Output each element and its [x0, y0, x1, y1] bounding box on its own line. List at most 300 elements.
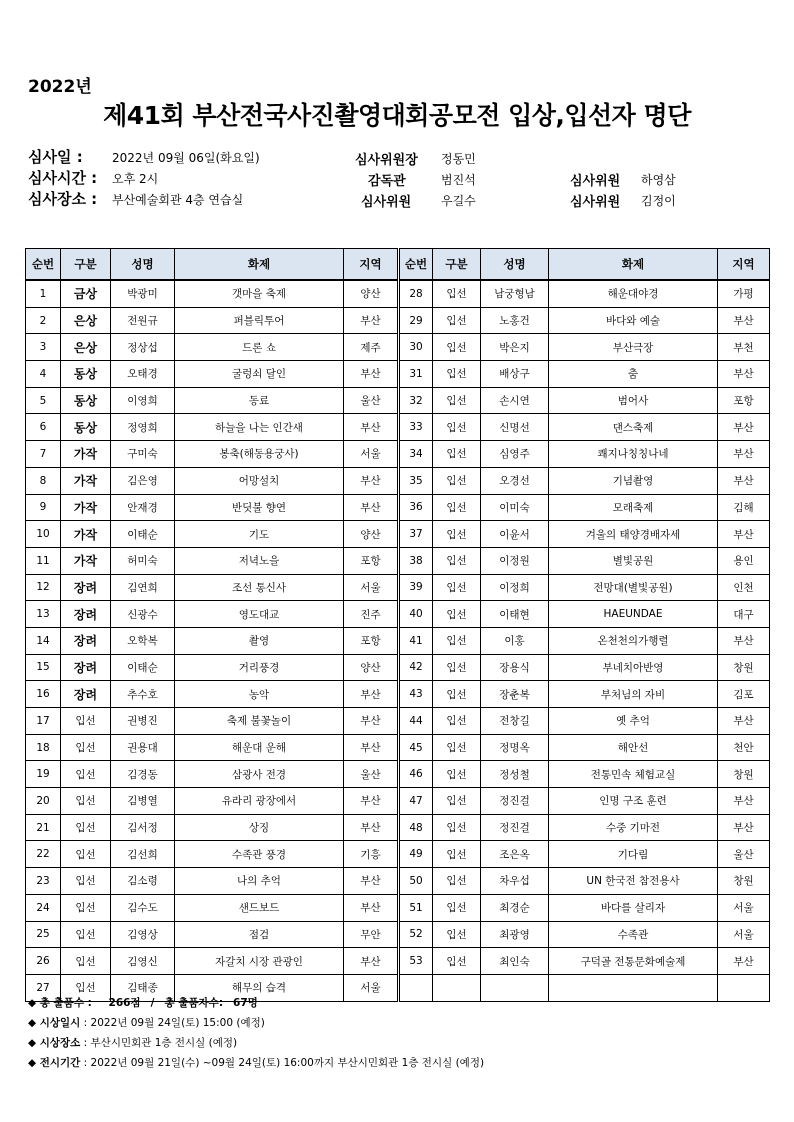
cell-no: 30: [400, 334, 433, 361]
table-row: [26, 894, 770, 921]
cell-region: 부산: [718, 361, 770, 388]
cell-region: 부산: [344, 894, 398, 921]
cell-title: 조선 통신사: [175, 574, 344, 601]
cell-name: 김영상: [111, 921, 175, 948]
cell-no: 41: [400, 627, 433, 654]
cell-region: 부산: [718, 708, 770, 735]
cell-region: 부산: [718, 521, 770, 548]
cell-category: 입선: [433, 441, 481, 468]
cell-no: 29: [400, 307, 433, 334]
table-row: [26, 814, 770, 841]
table-header-row: [26, 249, 770, 281]
cell-category: 동상: [61, 414, 111, 441]
notes-section: [28, 993, 484, 1073]
cell-region: 부산: [718, 627, 770, 654]
cell-name: 전원규: [111, 307, 175, 334]
cell-name: 정진걸: [481, 814, 549, 841]
cell-category: 입선: [61, 841, 111, 868]
cell-title: HAEUNDAE: [549, 601, 718, 628]
cell-category: 입선: [61, 761, 111, 788]
cell-no: 36: [400, 494, 433, 521]
cell-region: 용인: [718, 547, 770, 574]
cell-title: 하늘을 나는 인간새: [175, 414, 344, 441]
cell-name: 김연희: [111, 574, 175, 601]
table-row: [26, 948, 770, 975]
cell-region: 창원: [718, 654, 770, 681]
ceremony-info: [28, 1013, 484, 1033]
cell-region: 부산: [718, 414, 770, 441]
col-header-region: 지역: [344, 249, 398, 281]
cell-no: 46: [400, 761, 433, 788]
cell-region: 부산: [718, 788, 770, 815]
exhibit-label: ◆ 전시기간: [28, 1057, 81, 1069]
cell-title: 갯마을 축제: [175, 280, 344, 307]
cell-no: 8: [26, 467, 61, 494]
cell-region: 울산: [718, 841, 770, 868]
results-table: [25, 248, 770, 1002]
cell-category: 입선: [61, 734, 111, 761]
cell-no: 49: [400, 841, 433, 868]
cell-region: 부산: [344, 708, 398, 735]
cell-name: 이정희: [481, 574, 549, 601]
cell-title: 나의 추억: [175, 868, 344, 895]
place-value: 부산예술회관 4층 연습실: [112, 193, 244, 207]
cell-name: 허미숙: [111, 547, 175, 574]
cell-region: 부산: [344, 948, 398, 975]
cell-title: 기도: [175, 521, 344, 548]
table-row: [26, 414, 770, 441]
cell-no: 50: [400, 868, 433, 895]
people-label: 총 출품자수:: [164, 997, 224, 1009]
cell-name: 조은옥: [481, 841, 549, 868]
cell-category: 입선: [433, 788, 481, 815]
cell-name: 추수호: [111, 681, 175, 708]
cell-no: 17: [26, 708, 61, 735]
cell-region: 제주: [344, 334, 398, 361]
table-row: [26, 467, 770, 494]
table-row: [26, 868, 770, 895]
cell-region: 울산: [344, 387, 398, 414]
cell-no: 18: [26, 734, 61, 761]
cell-region: 서울: [344, 441, 398, 468]
cell-no: 31: [400, 361, 433, 388]
cell-region: 포항: [344, 627, 398, 654]
cell-title: 별빛공원: [549, 547, 718, 574]
cell-no: 51: [400, 894, 433, 921]
cell-category: 가작: [61, 494, 111, 521]
cell-title: 동료: [175, 387, 344, 414]
cell-region: 서울: [718, 894, 770, 921]
cell-category: 입선: [433, 574, 481, 601]
cell-title: 수족관 풍경: [175, 841, 344, 868]
cell-name: 김병열: [111, 788, 175, 815]
cell-name: 김은영: [111, 467, 175, 494]
cell-title: 댄스축제: [549, 414, 718, 441]
cell-title: 저녁노을: [175, 547, 344, 574]
table-row: [26, 627, 770, 654]
cell-title: 해운대 운해: [175, 734, 344, 761]
cell-no: 4: [26, 361, 61, 388]
cell-no: 20: [26, 788, 61, 815]
cell-title: 부처님의 자비: [549, 681, 718, 708]
cell-no: 2: [26, 307, 61, 334]
cell-category: 입선: [433, 894, 481, 921]
cell-no: 5: [26, 387, 61, 414]
cell-category: 입선: [433, 467, 481, 494]
table-row: [26, 574, 770, 601]
cell-region: 서울: [718, 921, 770, 948]
cell-category: 입선: [433, 734, 481, 761]
cell-category: 입선: [61, 814, 111, 841]
cell-no: 33: [400, 414, 433, 441]
cell-category: 입선: [433, 681, 481, 708]
cell-name: 장용식: [481, 654, 549, 681]
cell-title: 영도대교: [175, 601, 344, 628]
cell-category: 장려: [61, 627, 111, 654]
total-value: 266점: [108, 997, 141, 1009]
cell-region: 양산: [344, 280, 398, 307]
table-row: [26, 788, 770, 815]
cell-region: 부산: [344, 788, 398, 815]
table-row: [26, 334, 770, 361]
cell-title: 축제 불꽃놀이: [175, 708, 344, 735]
cell-name: 김경동: [111, 761, 175, 788]
exhibit-info: [28, 1053, 484, 1073]
cell-name: 심영주: [481, 441, 549, 468]
cell-category: 가작: [61, 547, 111, 574]
cell-title: UN 한국전 참전용사: [549, 868, 718, 895]
cell-title: 유라리 광장에서: [175, 788, 344, 815]
cell-title: 옛 추억: [549, 708, 718, 735]
table-row: [26, 654, 770, 681]
cell-region: 부산: [344, 681, 398, 708]
cell-region: 김포: [718, 681, 770, 708]
cell-title: 바다와 예술: [549, 307, 718, 334]
date-value: 2022년 09월 06일(화요일): [112, 151, 260, 165]
info-date: [28, 146, 83, 167]
cell-category: 가작: [61, 441, 111, 468]
table-row: [26, 734, 770, 761]
cell-region: 부산: [344, 307, 398, 334]
cell-title: 드론 쇼: [175, 334, 344, 361]
cell-no: 14: [26, 627, 61, 654]
col-header-category: 구분: [61, 249, 111, 281]
cell-no: 11: [26, 547, 61, 574]
venue-label: ◆ 시상장소: [28, 1037, 81, 1049]
cell-name: 정영희: [111, 414, 175, 441]
cell-title: 범어사: [549, 387, 718, 414]
cell-name: 이태순: [111, 521, 175, 548]
cell-name: 정진걸: [481, 788, 549, 815]
cell-name: 이홍: [481, 627, 549, 654]
table-row: [26, 361, 770, 388]
cell-title: 수중 기마전: [549, 814, 718, 841]
cell-no: 9: [26, 494, 61, 521]
cell-region: 포항: [718, 387, 770, 414]
cell-category: 입선: [433, 521, 481, 548]
col-header-no: 순번: [400, 249, 433, 281]
cell-name: 오경선: [481, 467, 549, 494]
supervisor-label: 감독관: [368, 174, 406, 189]
cell-category: 입선: [433, 814, 481, 841]
info-judge3: [570, 191, 620, 210]
cell-region: 김해: [718, 494, 770, 521]
cell-title: 쾌지나칭칭나네: [549, 441, 718, 468]
cell-category: 입선: [433, 361, 481, 388]
table-row: [26, 681, 770, 708]
time-label: 심사시간 :: [28, 169, 98, 187]
cell-no: 21: [26, 814, 61, 841]
cell-no: 35: [400, 467, 433, 494]
table-row: [26, 387, 770, 414]
cell-title: 전통민속 체험교실: [549, 761, 718, 788]
cell-name: 이윤서: [481, 521, 549, 548]
chair-label: 심사위원장: [355, 153, 418, 168]
judge2-label: 심사위원: [570, 174, 621, 189]
cell-region: 부산: [718, 467, 770, 494]
cell-name: 박광미: [111, 280, 175, 307]
judge3-value: 김정이: [641, 194, 676, 208]
cell-category: 입선: [61, 788, 111, 815]
cell-no: 38: [400, 547, 433, 574]
cell-no: 43: [400, 681, 433, 708]
cell-category: 동상: [61, 361, 111, 388]
cell-title: 자갈치 시장 관광인: [175, 948, 344, 975]
cell-category: 입선: [433, 387, 481, 414]
col-header-name: 성명: [481, 249, 549, 281]
cell-name: 김수도: [111, 894, 175, 921]
cell-region: 가평: [718, 280, 770, 307]
cell-region: 부산: [718, 441, 770, 468]
cell-no: 28: [400, 280, 433, 307]
cell-no: 6: [26, 414, 61, 441]
table-row: [26, 280, 770, 307]
cell-title: 점검: [175, 921, 344, 948]
cell-title: 겨울의 태양경배자세: [549, 521, 718, 548]
cell-region: 무안: [344, 921, 398, 948]
cell-region: 인천: [718, 574, 770, 601]
cell-name: 김소령: [111, 868, 175, 895]
cell-category: 입선: [433, 280, 481, 307]
cell-name: 신명선: [481, 414, 549, 441]
cell-no: 19: [26, 761, 61, 788]
cell-name: 김태종: [111, 974, 175, 1001]
cell-category: 가작: [61, 521, 111, 548]
cell-category: 입선: [433, 307, 481, 334]
cell-name: 오학복: [111, 627, 175, 654]
cell-category: 입선: [433, 708, 481, 735]
exhibit-value: : 2022년 09월 21일(수) ~09월 24일(토) 16:00까지 부산시민회관 1층 전시실 (예정): [83, 1057, 485, 1069]
cell-title: 해운대야경: [549, 280, 718, 307]
cell-name: 전창길: [481, 708, 549, 735]
info-time: [28, 167, 97, 188]
cell-title: 해안선: [549, 734, 718, 761]
cell-name: 안재경: [111, 494, 175, 521]
cell-no: 7: [26, 441, 61, 468]
cell-no: 39: [400, 574, 433, 601]
cell-no: 22: [26, 841, 61, 868]
venue-info: [28, 1033, 484, 1053]
cell-category: 입선: [61, 894, 111, 921]
col-header-title: 화제: [175, 249, 344, 281]
cell-title: 모래축제: [549, 494, 718, 521]
table-row: [26, 521, 770, 548]
table-row: [26, 307, 770, 334]
cell-category: 입선: [61, 921, 111, 948]
year-heading: 2022년: [28, 77, 92, 97]
cell-no: 26: [26, 948, 61, 975]
cell-title: 봉축(해동용궁사): [175, 441, 344, 468]
cell-name: 이태현: [481, 601, 549, 628]
cell-title: 바다를 살리자: [549, 894, 718, 921]
cell-no: 25: [26, 921, 61, 948]
cell-region: 천안: [718, 734, 770, 761]
info-supervisor: [368, 170, 406, 189]
cell-name: 권병진: [111, 708, 175, 735]
col-header-region: 지역: [718, 249, 770, 281]
cell-name: 배상구: [481, 361, 549, 388]
cell-name: 정명옥: [481, 734, 549, 761]
cell-no: 40: [400, 601, 433, 628]
cell-category: 입선: [433, 334, 481, 361]
cell-category: 동상: [61, 387, 111, 414]
cell-no: 47: [400, 788, 433, 815]
cell-title: 구덕골 전통문화예술제: [549, 948, 718, 975]
cell-title: 부네치아반영: [549, 654, 718, 681]
info-place: [28, 188, 97, 209]
cell-title: 굴렁쇠 달인: [175, 361, 344, 388]
cell-title: 반딧불 향연: [175, 494, 344, 521]
total-summary: [28, 993, 484, 1013]
cell-category: 입선: [433, 761, 481, 788]
judge1-value: 우길수: [441, 194, 476, 208]
cell-region: 부천: [718, 334, 770, 361]
col-header-name: 성명: [111, 249, 175, 281]
cell-category: 입선: [433, 868, 481, 895]
cell-title: 기다림: [549, 841, 718, 868]
cell-name: 이정원: [481, 547, 549, 574]
cell-no: 3: [26, 334, 61, 361]
cell-no: 44: [400, 708, 433, 735]
cell-name: 최인숙: [481, 948, 549, 975]
cell-region: 부산: [344, 868, 398, 895]
cell-category: 장려: [61, 654, 111, 681]
cell-category: 입선: [433, 627, 481, 654]
cell-name: 김선희: [111, 841, 175, 868]
cell-region: 부산: [718, 814, 770, 841]
cell-no: 16: [26, 681, 61, 708]
time-value: 오후 2시: [112, 172, 159, 186]
cell-title: 삼광사 전경: [175, 761, 344, 788]
cell-no: 42: [400, 654, 433, 681]
cell-region: 진주: [344, 601, 398, 628]
cell-region: 부산: [344, 361, 398, 388]
cell-region: 부산: [344, 814, 398, 841]
cell-name: 남궁형남: [481, 280, 549, 307]
cell-name: 권용대: [111, 734, 175, 761]
cell-region: 부산: [344, 494, 398, 521]
people-value: 67명: [233, 997, 258, 1009]
cell-category: 입선: [433, 948, 481, 975]
cell-name: 신광수: [111, 601, 175, 628]
cell-name: 최경순: [481, 894, 549, 921]
cell-category: 입선: [61, 708, 111, 735]
place-label: 심사장소 :: [28, 190, 98, 208]
cell-category: 입선: [433, 494, 481, 521]
cell-region: 부산: [718, 948, 770, 975]
table-row: [26, 601, 770, 628]
cell-region: 창원: [718, 868, 770, 895]
cell-no: 23: [26, 868, 61, 895]
page-title: 제41회 부산전국사진촬영대회공모전 입상,입선자 명단: [103, 101, 691, 130]
judge2-value: 하영삼: [641, 173, 676, 187]
table-row: [26, 921, 770, 948]
cell-name: 이영희: [111, 387, 175, 414]
cell-no: 34: [400, 441, 433, 468]
cell-category: 입선: [433, 414, 481, 441]
cell-no: 52: [400, 921, 433, 948]
table-row: [26, 841, 770, 868]
cell-title: 인명 구조 훈련: [549, 788, 718, 815]
cell-title: 부산극장: [549, 334, 718, 361]
cell-region: 대구: [718, 601, 770, 628]
summary-slash: /: [150, 997, 155, 1009]
cell-title: 샌드보드: [175, 894, 344, 921]
cell-title: 온천천의가행렬: [549, 627, 718, 654]
cell-title: [549, 974, 718, 1001]
cell-no: 53: [400, 948, 433, 975]
cell-category: 장려: [61, 574, 111, 601]
cell-region: 서울: [344, 574, 398, 601]
chair-value: 정동민: [441, 152, 476, 166]
cell-title: 촬영: [175, 627, 344, 654]
cell-category: 입선: [433, 841, 481, 868]
table-row: [26, 494, 770, 521]
cell-name: 장춘복: [481, 681, 549, 708]
supervisor-value: 범진석: [441, 173, 476, 187]
cell-category: 입선: [433, 654, 481, 681]
cell-region: 기흥: [344, 841, 398, 868]
ceremony-label: ◆ 시상일시: [28, 1017, 81, 1029]
cell-region: 부산: [344, 467, 398, 494]
cell-no: 13: [26, 601, 61, 628]
cell-no: 12: [26, 574, 61, 601]
cell-category: 입선: [61, 868, 111, 895]
info-judge2: [570, 170, 620, 189]
cell-region: 서울: [344, 974, 398, 1001]
cell-region: 부산: [718, 307, 770, 334]
cell-title: 거리풍경: [175, 654, 344, 681]
cell-no: 32: [400, 387, 433, 414]
info-chair: [355, 149, 418, 168]
cell-title: 해무의 습격: [175, 974, 344, 1001]
cell-name: 이미숙: [481, 494, 549, 521]
cell-region: 포항: [344, 547, 398, 574]
cell-name: 오태경: [111, 361, 175, 388]
cell-title: 어망설치: [175, 467, 344, 494]
cell-name: 최광영: [481, 921, 549, 948]
cell-region: 창원: [718, 761, 770, 788]
cell-name: 구미숙: [111, 441, 175, 468]
cell-region: 양산: [344, 521, 398, 548]
cell-no: 24: [26, 894, 61, 921]
table-row: [26, 547, 770, 574]
cell-no: 10: [26, 521, 61, 548]
cell-name: [481, 974, 549, 1001]
cell-no: 37: [400, 521, 433, 548]
cell-title: 전망대(별빛공원): [549, 574, 718, 601]
cell-no: 27: [26, 974, 61, 1001]
